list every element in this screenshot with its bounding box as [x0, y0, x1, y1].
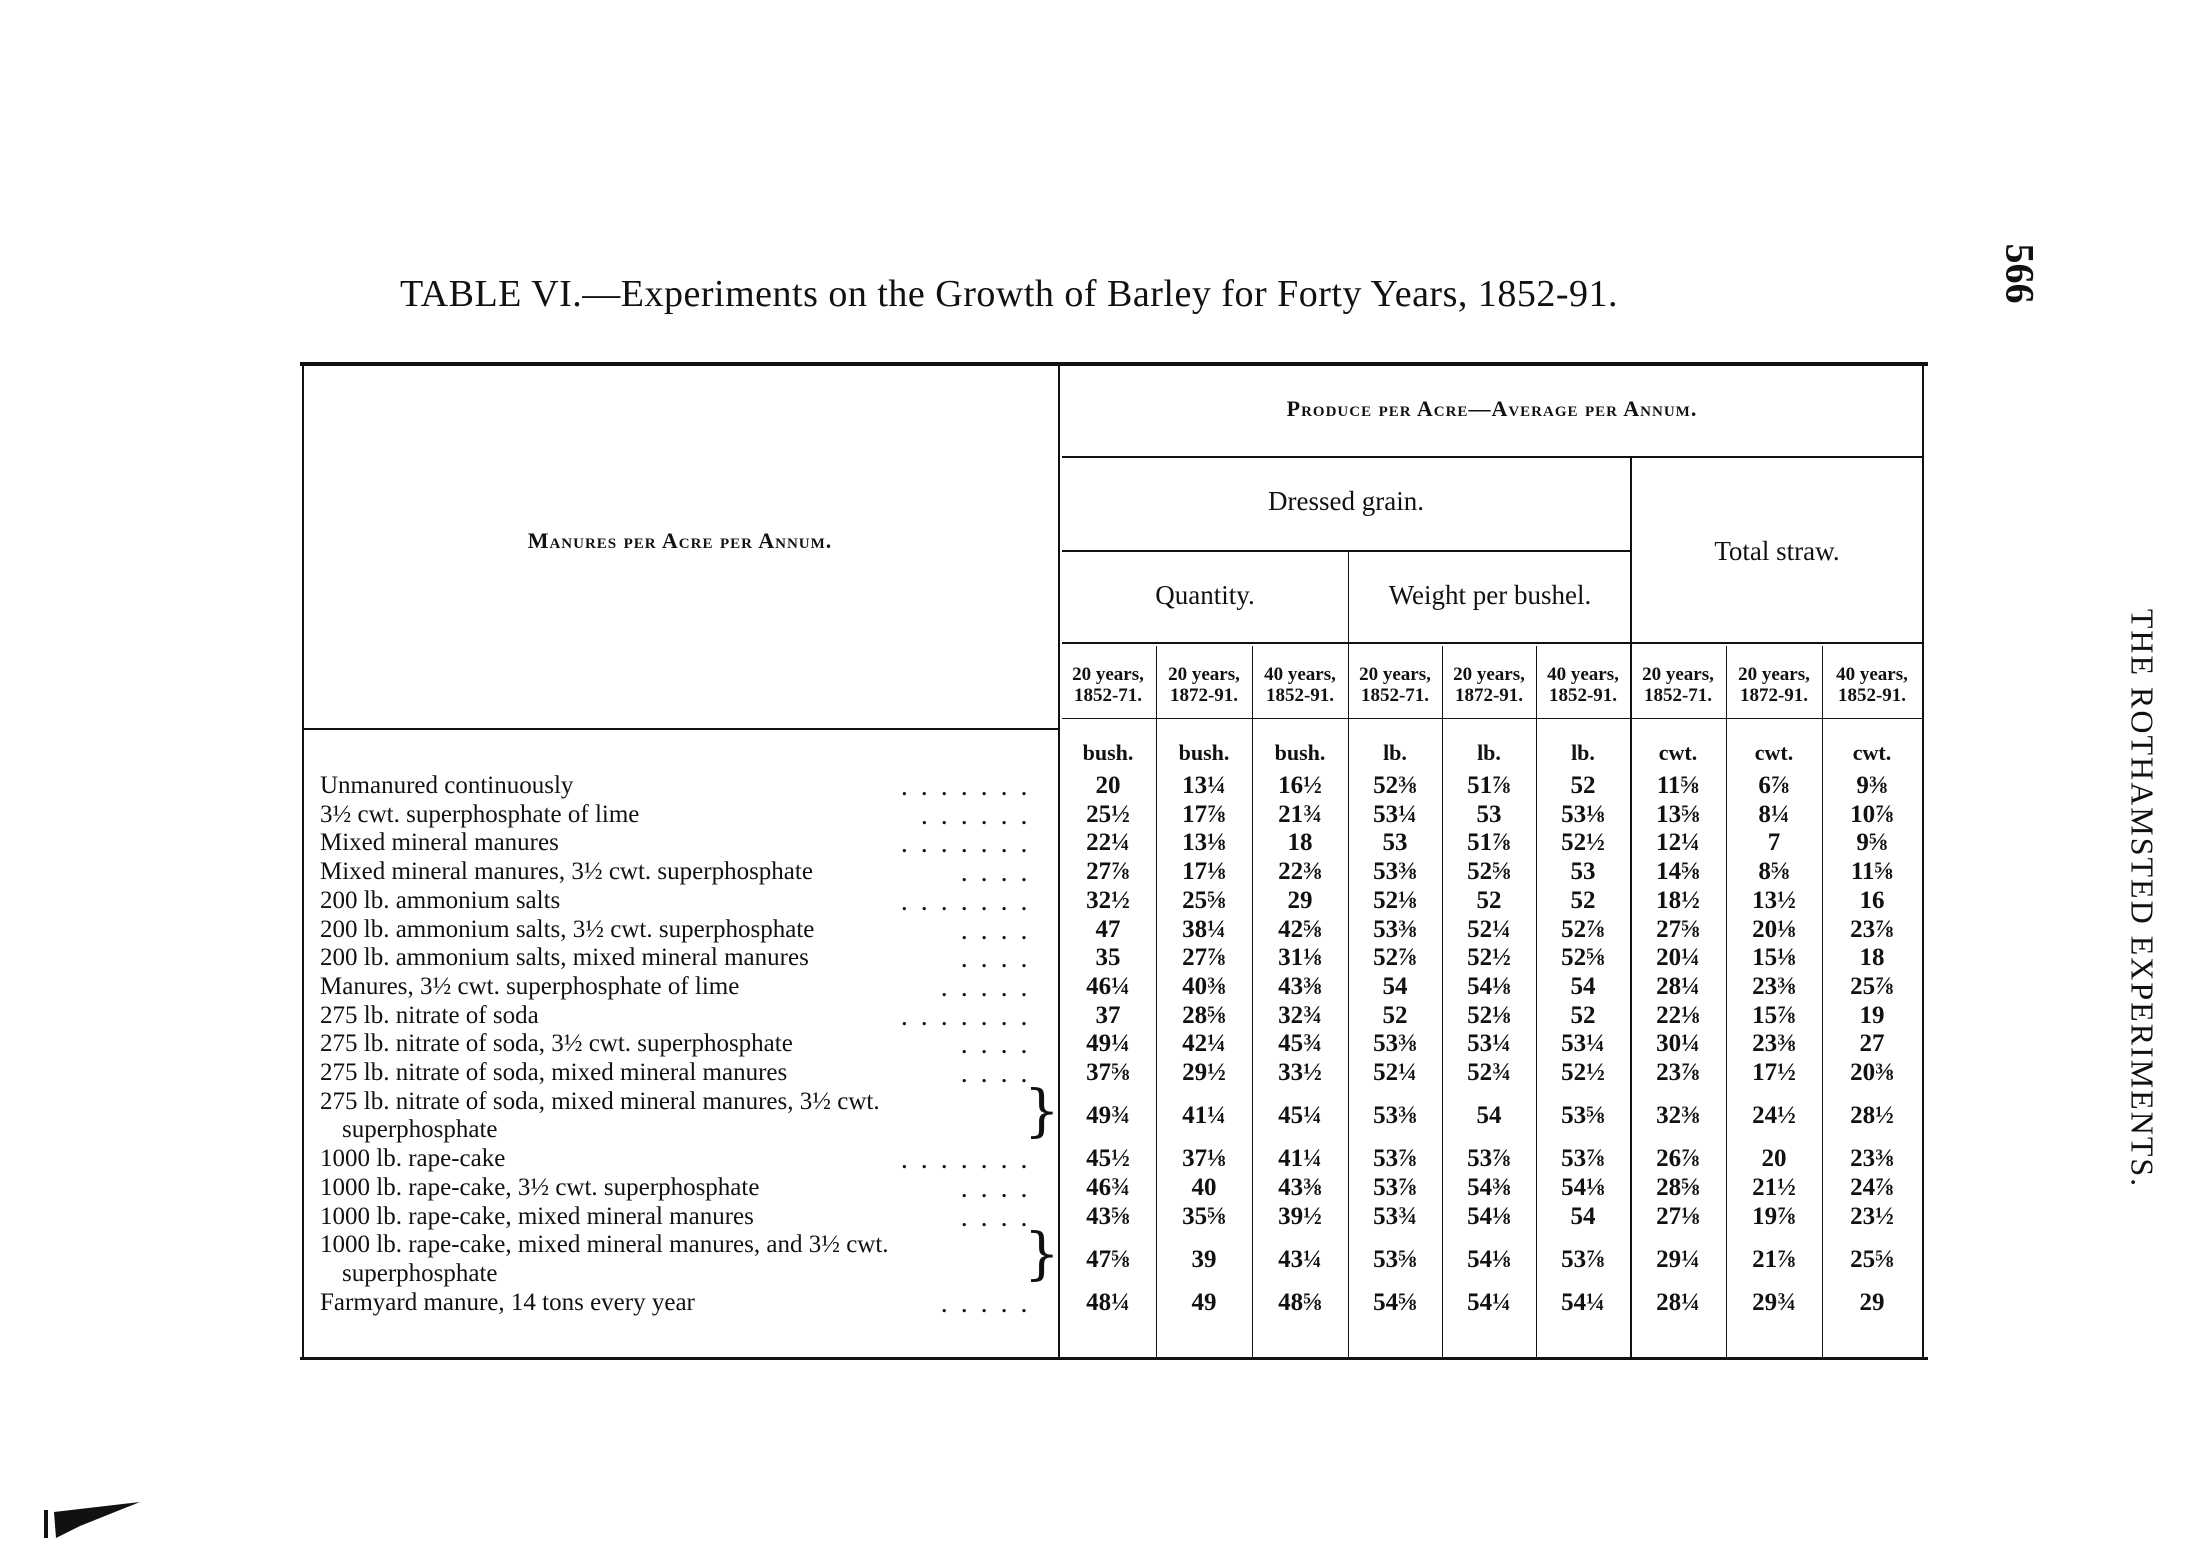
- row-label-continuation: superphosphate: [342, 1259, 498, 1287]
- table-cell: 53⅞: [1561, 1245, 1605, 1273]
- table-cell: 16: [1859, 886, 1885, 914]
- table-cell: 20⅜: [1850, 1059, 1894, 1086]
- table-cell: 43⅜: [1278, 1173, 1322, 1201]
- period-rule: [1062, 718, 1922, 719]
- period-header: 40 years, 1852-91.: [1836, 664, 1908, 706]
- row-label-continuation: superphosphate: [342, 1116, 498, 1144]
- dressed-grain-rule: [1062, 550, 1630, 552]
- table-cell: 53⅞: [1373, 1173, 1417, 1201]
- table-cell: 54: [1570, 1202, 1596, 1230]
- table-cell: 27⅝: [1656, 915, 1700, 943]
- quantity-header: Quantity.: [1155, 580, 1255, 610]
- table-cell: 52¼: [1467, 915, 1511, 943]
- table-cell: 54⅛: [1467, 1202, 1511, 1230]
- table-cell: 29¾: [1752, 1288, 1796, 1316]
- table-cell: 22¼: [1086, 829, 1130, 857]
- row-label: Unmanured continuously: [320, 772, 574, 799]
- table-cell: 48⅝: [1278, 1288, 1322, 1316]
- table-cell: 37⅝: [1086, 1059, 1130, 1086]
- table-cell: 20¼: [1656, 944, 1700, 972]
- table-cell: 41¼: [1278, 1145, 1322, 1173]
- table-cell: 43⅝: [1086, 1202, 1130, 1230]
- table-cell: 23⅞: [1656, 1059, 1700, 1086]
- row-label: 1000 lb. rape-cake, mixed mineral manures, and 3½ cwt.: [320, 1231, 889, 1259]
- row-label: 275 lb. nitrate of soda: [320, 1001, 539, 1029]
- table-cell: 28⅝: [1656, 1173, 1700, 1201]
- leader-dots: .......: [900, 1001, 1040, 1031]
- table-cell: 52¼: [1373, 1059, 1417, 1086]
- table-cell: 35⅝: [1182, 1202, 1226, 1230]
- table-cell: 52¾: [1467, 1059, 1511, 1086]
- table-cell: 52½: [1561, 829, 1605, 857]
- table-cell: 52: [1570, 1001, 1596, 1029]
- table-cell: 52½: [1561, 1059, 1605, 1086]
- table-cell: 43⅜: [1278, 972, 1322, 1000]
- row-label: Manures, 3½ cwt. superphosphate of lime: [320, 972, 740, 1000]
- table-cell: 17½: [1752, 1059, 1796, 1086]
- table-cell: 21½: [1752, 1173, 1796, 1201]
- period-header: 20 years, 1872-91.: [1453, 664, 1525, 706]
- table-bottom-rule: [300, 1357, 1928, 1360]
- table-cell: 32⅜: [1656, 1102, 1700, 1130]
- table-cell: 15⅛: [1752, 944, 1796, 972]
- table-cell: 53: [1382, 829, 1408, 857]
- table-cell: 47⅝: [1086, 1245, 1130, 1273]
- row-header: Manures per Acre per Annum.: [527, 528, 833, 553]
- table-cell: 53⅛: [1561, 800, 1605, 828]
- leader-dots: ....: [960, 1030, 1040, 1060]
- table-cell: 18: [1859, 944, 1885, 972]
- table-cell: 24⅞: [1850, 1173, 1894, 1201]
- table-cell: 51⅞: [1467, 829, 1511, 857]
- table-cell: 18: [1287, 829, 1313, 857]
- table-cell: 40⅜: [1182, 972, 1226, 1000]
- table-cell: 49: [1191, 1288, 1217, 1316]
- leader-dots: ....: [960, 1173, 1040, 1203]
- table-cell: 9⅝: [1856, 829, 1888, 857]
- leader-dots: .....: [940, 1288, 1040, 1318]
- row-label: 275 lb. nitrate of soda, mixed mineral manures, 3½ cwt.: [320, 1087, 880, 1115]
- period-header: 40 years, 1852-91.: [1264, 664, 1336, 706]
- row-label: 275 lb. nitrate of soda, mixed mineral manures: [320, 1059, 788, 1086]
- row-label: Farmyard manure, 14 tons every year: [320, 1288, 695, 1316]
- row-label: Mixed mineral manures, 3½ cwt. superphosphate: [320, 858, 813, 886]
- table-cell: 52: [1382, 1001, 1408, 1029]
- table-cell: 42¼: [1182, 1030, 1226, 1058]
- table-cell: 25⅞: [1850, 972, 1894, 1000]
- table-cell: 23⅞: [1850, 915, 1894, 943]
- row-label: 200 lb. ammonium salts, 3½ cwt. superphosphate: [320, 915, 815, 943]
- table-cell: 52⅛: [1467, 1001, 1511, 1029]
- table-cell: 30¼: [1656, 1030, 1700, 1058]
- page-number: 566: [1997, 243, 2043, 304]
- table-cell: 53⅜: [1373, 1030, 1417, 1058]
- leader-dots: ....: [960, 858, 1040, 888]
- table-cell: 17⅛: [1182, 858, 1226, 886]
- table-cell: 54: [1570, 972, 1596, 1000]
- row-label: 275 lb. nitrate of soda, 3½ cwt. superphosphate: [320, 1030, 793, 1058]
- table-cell: 53⅞: [1467, 1145, 1511, 1173]
- table-cell: 53: [1570, 858, 1596, 886]
- period-header: 20 years, 1872-91.: [1168, 664, 1240, 706]
- table-cell: 47: [1095, 915, 1121, 943]
- leader-dots: ....: [960, 1202, 1040, 1232]
- table-cell: 10⅞: [1850, 800, 1894, 828]
- table-cell: 54⅛: [1561, 1173, 1605, 1201]
- row-header-rule: [302, 728, 1058, 730]
- unit-label: lb.: [1477, 740, 1501, 765]
- table-cell: 35: [1095, 944, 1121, 972]
- table-cell: 25⅝: [1182, 886, 1226, 914]
- leader-dots: ....: [960, 1059, 1040, 1088]
- table-cell: 53⅜: [1373, 858, 1417, 886]
- period-header: 20 years, 1852-71.: [1072, 664, 1144, 706]
- table-top-rule: [300, 362, 1928, 366]
- group-header: Produce per Acre—Average per Annum.: [1286, 396, 1698, 421]
- table-cell: 31⅛: [1278, 944, 1322, 972]
- row-label: 200 lb. ammonium salts: [320, 886, 561, 914]
- row-label: 3½ cwt. superphosphate of lime: [320, 800, 640, 828]
- table-cell: 46¼: [1086, 972, 1130, 1000]
- table-cell: 23⅜: [1850, 1145, 1894, 1173]
- table-cell: 23⅜: [1752, 1030, 1796, 1058]
- table-cell: 12¼: [1656, 829, 1700, 857]
- table-cell: 41¼: [1182, 1102, 1226, 1130]
- table-cell: 18½: [1656, 886, 1700, 914]
- dressed-grain-header: Dressed grain.: [1268, 486, 1424, 516]
- table-cell: 17⅞: [1182, 800, 1226, 828]
- leader-dots: .......: [900, 1145, 1040, 1175]
- subheader-rule: [1062, 642, 1922, 644]
- table-cell: 53⅜: [1373, 1102, 1417, 1130]
- table-cell: 11⅝: [1656, 772, 1700, 799]
- table-cell: 52: [1570, 886, 1596, 914]
- weight-per-bushel-header: Weight per bushel.: [1388, 580, 1592, 610]
- brace-mark: }: [1024, 1078, 1060, 1144]
- table-left-rule: [302, 366, 304, 1357]
- table-cell: 28¼: [1656, 972, 1700, 1000]
- table-cell: 23½: [1850, 1202, 1894, 1230]
- table-cell: 19⅞: [1752, 1202, 1796, 1230]
- table-cell: 26⅞: [1656, 1145, 1700, 1173]
- table-cell: 39: [1191, 1245, 1217, 1273]
- table-cell: 27: [1859, 1030, 1885, 1058]
- table-cell: 49¾: [1086, 1102, 1130, 1130]
- table-cell: 52½: [1467, 944, 1511, 972]
- row-label: 1000 lb. rape-cake: [320, 1145, 506, 1173]
- table-cell: 52⅝: [1561, 944, 1605, 972]
- table-cell: 52: [1570, 772, 1596, 799]
- table-cell: 28½: [1850, 1102, 1894, 1130]
- table-cell: 42⅝: [1278, 915, 1322, 943]
- unit-label: lb.: [1383, 740, 1407, 765]
- table-cell: 24½: [1752, 1102, 1796, 1130]
- table-cell: 7: [1767, 829, 1781, 857]
- table-cell: 32¾: [1278, 1001, 1322, 1029]
- table-cell: 54⅜: [1467, 1173, 1511, 1201]
- table-cell: 16½: [1278, 772, 1322, 799]
- table-cell: 46¾: [1086, 1173, 1130, 1201]
- table-cell: 53⅞: [1561, 1145, 1605, 1173]
- table-cell: 45½: [1086, 1145, 1130, 1173]
- table-cell: 45¾: [1278, 1030, 1322, 1058]
- table-cell: 15⅞: [1752, 1001, 1796, 1029]
- table-cell: 37⅛: [1182, 1145, 1226, 1173]
- table-cell: 43¼: [1278, 1245, 1322, 1273]
- unit-label: cwt.: [1658, 740, 1698, 765]
- row-label: 1000 lb. rape-cake, mixed mineral manures: [320, 1202, 754, 1230]
- table-right-rule: [1922, 366, 1924, 1357]
- period-header: 20 years, 1852-71.: [1359, 664, 1431, 706]
- table-cell: 52⅞: [1373, 944, 1417, 972]
- table-cell: 13¼: [1182, 772, 1226, 799]
- table-cell: 45¼: [1278, 1102, 1322, 1130]
- table-cell: 14⅝: [1656, 858, 1700, 886]
- leader-dots: .......: [900, 829, 1040, 859]
- page-title: TABLE VI.—Experiments on the Growth of Barley for Forty Years, 1852-91.: [400, 273, 1619, 315]
- table-cell: 22⅜: [1278, 858, 1322, 886]
- table-cell: 54⅝: [1373, 1288, 1417, 1316]
- group-header-rule: [1062, 456, 1922, 458]
- row-label: 1000 lb. rape-cake, 3½ cwt. superphosphate: [320, 1173, 760, 1201]
- table-cell: 49¼: [1086, 1030, 1130, 1058]
- table-cell: 53¼: [1373, 800, 1417, 828]
- table-cell: 54¼: [1561, 1288, 1605, 1316]
- leader-dots: ....: [960, 915, 1040, 945]
- table-cell: 53⅝: [1373, 1245, 1417, 1273]
- table-cell: 28⅝: [1182, 1001, 1226, 1029]
- table-cell: 22⅛: [1656, 1001, 1700, 1029]
- table-cell: 53⅜: [1373, 915, 1417, 943]
- table-cell: 39½: [1278, 1202, 1322, 1230]
- table-cell: 32½: [1086, 886, 1130, 914]
- table-cell: 29: [1859, 1288, 1885, 1316]
- table-cell: 25⅝: [1850, 1245, 1894, 1273]
- table-cell: 53¼: [1467, 1030, 1511, 1058]
- table-cell: 13⅝: [1656, 800, 1700, 828]
- table-cell: 8¼: [1758, 800, 1790, 828]
- table-cell: 21⅞: [1752, 1245, 1796, 1273]
- arrow-mark-icon: [40, 1500, 150, 1540]
- table-cell: 13½: [1752, 886, 1796, 914]
- table-cell: 25½: [1086, 800, 1130, 828]
- table-cell: 29½: [1182, 1059, 1226, 1086]
- unit-label: bush.: [1082, 740, 1134, 765]
- total-straw-header: Total straw.: [1714, 536, 1840, 566]
- table-cell: 38¼: [1182, 915, 1226, 943]
- table-cell: 27⅛: [1656, 1202, 1700, 1230]
- table-cell: 51⅞: [1467, 772, 1511, 799]
- table-cell: 54¼: [1467, 1288, 1511, 1316]
- row-label: Mixed mineral manures: [320, 829, 559, 857]
- brace-mark: }: [1024, 1222, 1060, 1288]
- table-cell: 28¼: [1656, 1288, 1700, 1316]
- table-cell: 52⅛: [1373, 886, 1417, 914]
- table-cell: 37: [1095, 1001, 1121, 1029]
- table-cell: 54⅛: [1467, 972, 1511, 1000]
- table-cell: 53¾: [1373, 1202, 1417, 1230]
- table-cell: 52⅞: [1561, 915, 1605, 943]
- table-cell: 21¾: [1278, 800, 1322, 828]
- table-cell: 53: [1476, 800, 1502, 828]
- leader-dots: .....: [940, 972, 1040, 1002]
- unit-label: cwt.: [1852, 740, 1892, 765]
- table-cell: 54: [1476, 1102, 1502, 1130]
- period-header: 20 years, 1852-71.: [1642, 664, 1714, 706]
- table-cell: 20: [1761, 1145, 1787, 1173]
- table-cell: 52: [1476, 886, 1502, 914]
- unit-label: bush.: [1178, 740, 1230, 765]
- table-cell: 52⅜: [1373, 772, 1417, 799]
- table-cell: 29¼: [1656, 1245, 1700, 1273]
- leader-dots: ......: [920, 800, 1040, 830]
- table-cell: 54: [1382, 972, 1408, 1000]
- unit-label: cwt.: [1754, 740, 1794, 765]
- table-cell: 20⅛: [1752, 915, 1796, 943]
- table-cell: 48¼: [1086, 1288, 1130, 1316]
- unit-label: bush.: [1274, 740, 1326, 765]
- leader-dots: ....: [960, 944, 1040, 974]
- period-header: 20 years, 1872-91.: [1738, 664, 1810, 706]
- table-cell: 53⅞: [1373, 1145, 1417, 1173]
- table-cell: 33½: [1278, 1059, 1322, 1086]
- table-cell: 40: [1191, 1173, 1217, 1201]
- table-cell: 20: [1095, 772, 1121, 799]
- period-header: 40 years, 1852-91.: [1547, 664, 1619, 706]
- unit-label: lb.: [1571, 740, 1595, 765]
- table-cell: 6⅞: [1758, 772, 1790, 799]
- leader-dots: .......: [900, 772, 1040, 801]
- table-cell: 8⅝: [1758, 858, 1790, 886]
- table-cell: 27⅞: [1182, 944, 1226, 972]
- row-label: 200 lb. ammonium salts, mixed mineral manures: [320, 944, 809, 972]
- table-cell: 53⅝: [1561, 1102, 1605, 1130]
- table-cell: 53¼: [1561, 1030, 1605, 1058]
- running-head: THE ROTHAMSTED EXPERIMENTS.: [2124, 608, 2161, 1189]
- table-cell: 27⅞: [1086, 858, 1130, 886]
- table-cell: 23⅜: [1752, 972, 1796, 1000]
- table-cell: 52⅝: [1467, 858, 1511, 886]
- table-cell: 19: [1859, 1001, 1885, 1029]
- table-cell: 54⅛: [1467, 1245, 1511, 1273]
- table-cell: 29: [1287, 886, 1313, 914]
- table-cell: 11⅝: [1850, 858, 1894, 886]
- leader-dots: .......: [900, 886, 1040, 916]
- table-cell: 13⅛: [1182, 829, 1226, 857]
- table-cell: 9⅜: [1856, 772, 1888, 799]
